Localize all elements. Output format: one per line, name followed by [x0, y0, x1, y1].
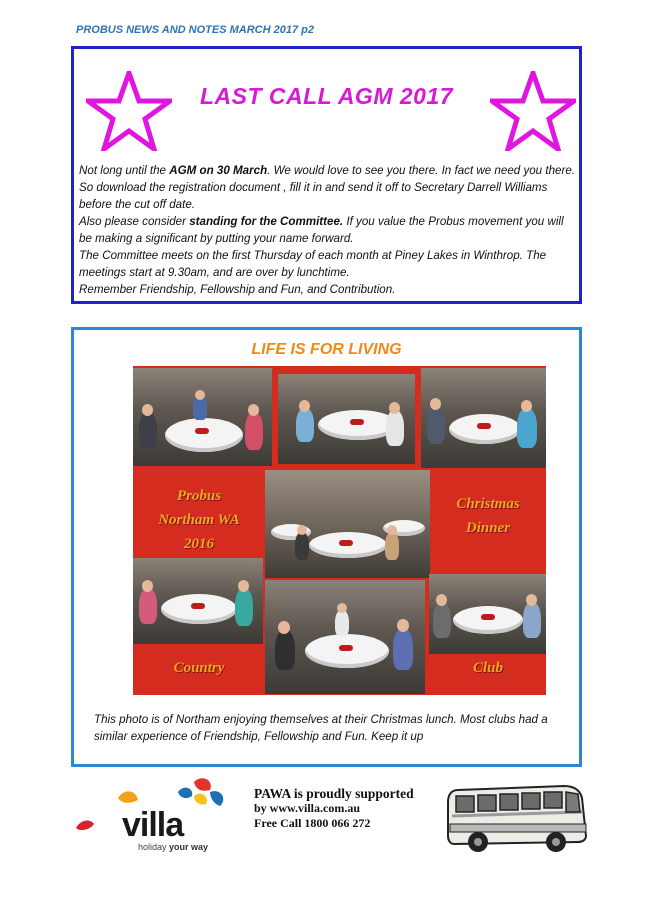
agm-text: The Committee meets on the first Thursday of each month at Piney Lakes in Winthrop. The meetings start at 9.30am, and are over by lunchtime.	[79, 249, 547, 279]
agm-text: Remember Friendship, Fellowship and Fun, and Contribution.	[79, 283, 396, 296]
agm-emphasis: standing for the Committee.	[189, 215, 344, 228]
agm-body-text	[79, 162, 575, 298]
life-living-box	[71, 327, 582, 767]
agm-text: . We would love to see you there. In fact we need you there. So download the registration document , fill it in and send it off to Secretary Darrell Williams before the cut off date.	[79, 164, 576, 211]
collage-photo-1	[133, 368, 272, 466]
villa-logo	[70, 776, 240, 856]
collage-photo-7	[429, 574, 546, 654]
collage-photo-3	[421, 368, 546, 468]
villa-logo-word: villa	[122, 806, 184, 844]
collage-photo-2	[278, 374, 415, 464]
agm-emphasis: AGM on 30 March	[169, 164, 268, 177]
page-header: PROBUS NEWS AND NOTES MARCH 2017 p2	[76, 24, 314, 36]
christmas-photo-collage	[133, 366, 546, 695]
sponsor-line-1: PAWA is proudly supported	[254, 786, 414, 801]
agm-text: If you value the Probus movement you will be making a significant by putting your name forward.	[79, 215, 564, 245]
sponsor-line-3: Free Call 1800 066 272	[254, 816, 371, 830]
agm-text: Not long until the	[79, 164, 170, 177]
bus-icon	[444, 780, 594, 865]
life-living-title: LIFE IS FOR LIVING	[251, 341, 402, 358]
agm-title: LAST CALL AGM 2017	[199, 83, 454, 109]
photo-caption: This photo is of Northam enjoying themselves at their Christmas lunch. Most clubs had a similar experience of Friendship, Fellowship and Fun. Keep it up	[94, 713, 548, 743]
collage-photo-4	[265, 470, 430, 578]
collage-photo-5	[133, 558, 263, 644]
collage-label-right: Christmas Dinner	[456, 496, 520, 536]
villa-logo-tagline: holiday your way	[138, 842, 209, 852]
collage-label-left: Probus Northam WA 2016	[158, 488, 240, 552]
collage-label-bottom-right: Club	[472, 660, 503, 676]
agm-notice-box	[71, 46, 582, 304]
sponsor-line-2: by www.villa.com.au	[254, 801, 361, 815]
agm-text: Also please consider	[79, 215, 190, 228]
collage-photo-6	[265, 580, 425, 694]
sponsor-text	[254, 786, 414, 831]
collage-label-bottom-left: Country	[173, 660, 225, 676]
